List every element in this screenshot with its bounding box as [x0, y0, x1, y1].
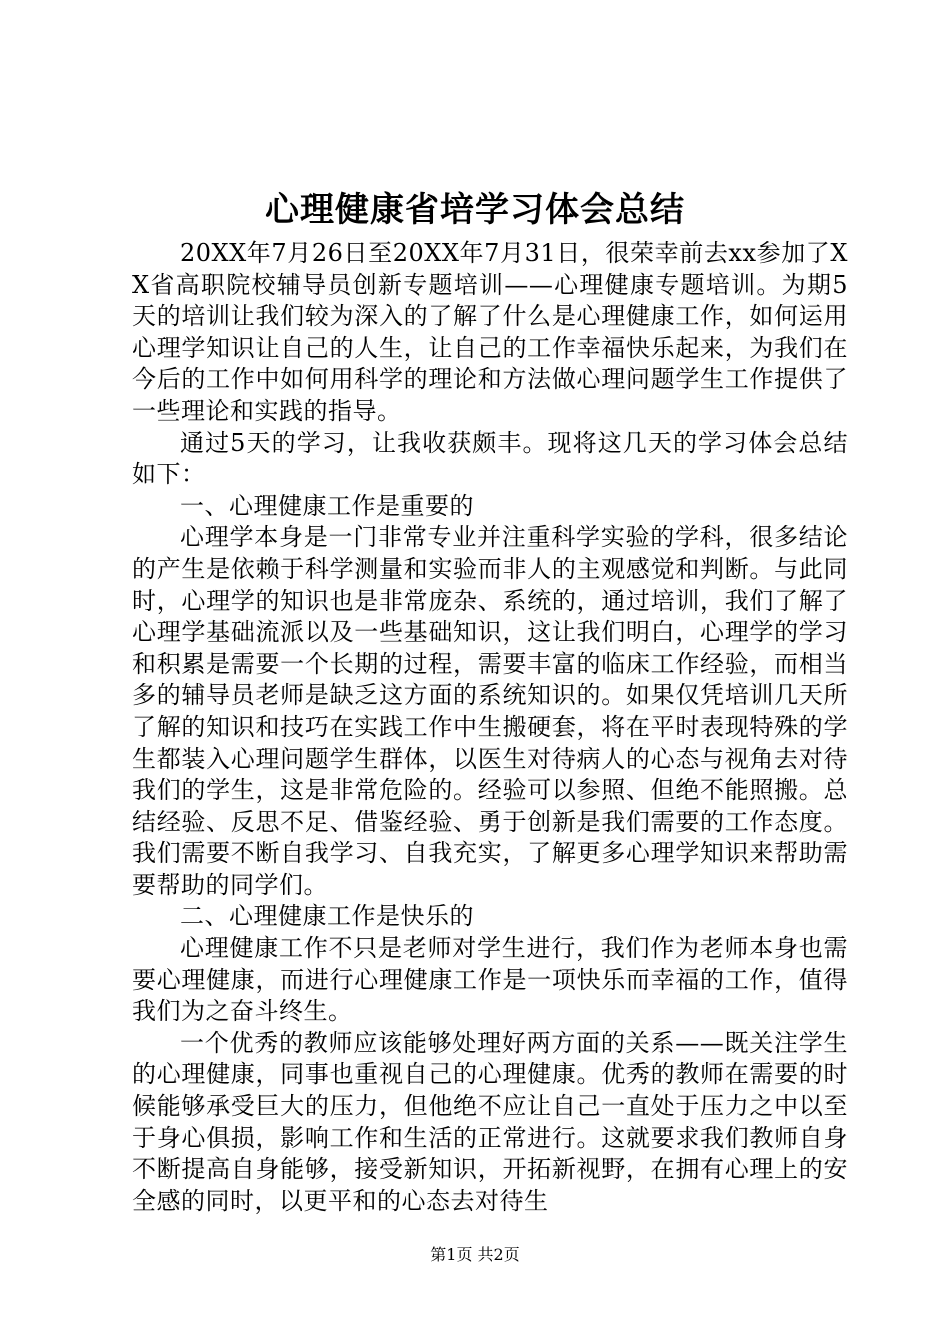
page-footer: 第1页 共2页 — [430, 1245, 520, 1264]
paragraph-section-2a: 心理健康工作不只是老师对学生进行，我们作为老师本身也需要心理健康，而进行心理健康工作是一项快乐而幸福的工作，值得我们为之奋斗终生。 — [132, 934, 848, 1026]
paragraph-section-1: 心理学本身是一门非常专业并注重科学实验的学科，很多结论的产生是依赖于科学测量和实验而非人的主观感觉和判断。与此同时，心理学的知识也是非常庞杂、系统的，通过培训，我们了解了心理学基础流派以及一些基础知识，这让我们明白，心理学的学习和积累是需要一个长期的过程，需要丰富的临床工作经验，而相当多的辅导员老师是缺乏这方面的系统知识的。如果仅凭培训几天所了解的知识和技巧在实践工作中生搬硬套，将在平时表现特殊的学生都装入心理问题学生群体，以医生对待病人的心态与视角去对待我们的学生，这是非常危险的。经验可以参照、但绝不能照搬。总结经验、反思不足、借鉴经验、勇于创新是我们需要的工作态度。我们需要不断自我学习、自我充实，了解更多心理学知识来帮助需要帮助的同学们。 — [132, 523, 848, 899]
section-heading-2: 二、心理健康工作是快乐的 — [180, 902, 474, 931]
paragraph-section-2b: 一个优秀的教师应该能够处理好两方面的关系——既关注学生的心理健康，同事也重视自己的心理健康。优秀的教师在需要的时候能够承受巨大的压力，但他绝不应让自己一直处于压力之中以至于身心俱损，影响工作和生活的正常进行。这就要求我们教师自身不断提高自身能够，接受新知识，开拓新视野，在拥有心理上的安全感的同时，以更平和的心态去对待生 — [132, 1028, 848, 1215]
document-body — [132, 238, 848, 1217]
paragraph-intro: 20XX年7月26日至20XX年7月31日，很荣幸前去xx参加了XX省高职院校辅导员创新专题培训——心理健康专题培训。为期5天的培训让我们较为深入的了解了什么是心理健康工作，如何运用心理学知识让自己的人生，让自己的工作幸福快乐起来，为我们在今后的工作中如何用科学的理论和方法做心理问题学生工作提供了一些理论和实践的指导。 — [132, 239, 848, 425]
paragraph-summary-lead: 通过5天的学习，让我收获颇丰。现将这几天的学习体会总结如下： — [132, 428, 848, 489]
section-heading-1: 一、心理健康工作是重要的 — [180, 491, 474, 520]
document-title: 心理健康省培学习体会总结 — [265, 190, 685, 230]
